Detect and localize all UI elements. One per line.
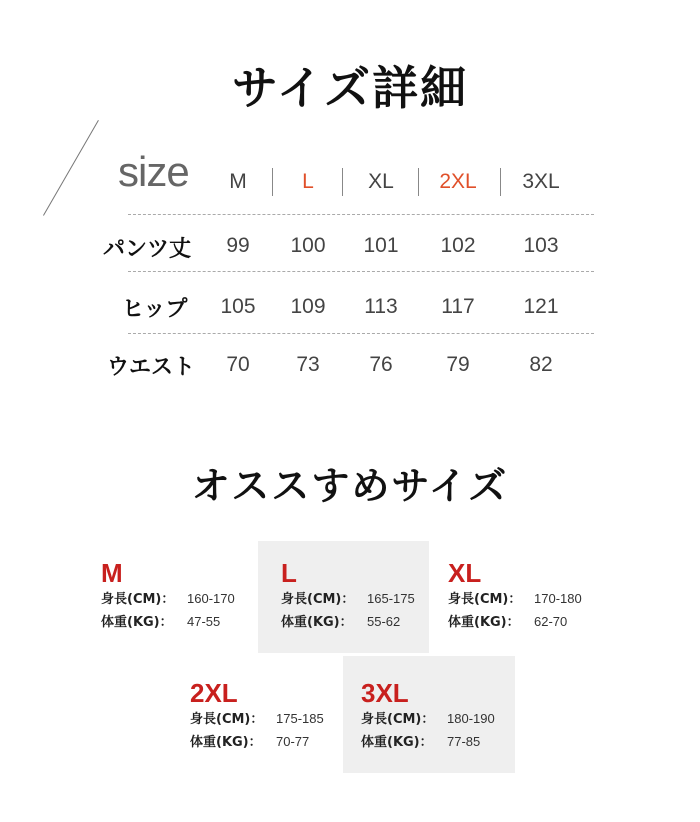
table-cell: 121 — [523, 295, 559, 318]
table-cell: 73 — [296, 353, 320, 376]
table-cell: 117 — [441, 295, 475, 318]
height-label: 身長(CM)： — [448, 592, 522, 607]
height-value: 170-180 — [534, 591, 582, 606]
table-cell: 76 — [369, 353, 393, 376]
size-card-2xl — [190, 678, 360, 754]
weight-value: 77-85 — [447, 734, 481, 749]
height-value: 160-170 — [187, 591, 235, 606]
weight-value: 62-70 — [534, 614, 568, 629]
size-header-m: M — [229, 170, 247, 193]
row-label-pants-length: パンツ丈 — [103, 237, 192, 262]
table-cell: 82 — [529, 353, 553, 376]
size-header-word: size — [118, 148, 189, 195]
column-separator — [500, 168, 501, 196]
size-header-3xl: 3XL — [522, 170, 560, 193]
size-card-3xl — [361, 678, 531, 754]
dashed-divider — [128, 333, 594, 334]
height-value: 175-185 — [276, 711, 324, 726]
table-cell: 105 — [220, 295, 256, 318]
recommend-title: オススすめサイズ — [191, 464, 509, 508]
card-size-label: XL — [448, 558, 482, 588]
height-label: 身長(CM)： — [361, 712, 435, 727]
weight-value: 47-55 — [187, 614, 221, 629]
table-cell: 100 — [290, 234, 326, 257]
table-cell: 101 — [363, 234, 399, 257]
weight-value: 70-77 — [276, 734, 310, 749]
table-cell: 109 — [290, 295, 326, 318]
size-header-xl: XL — [368, 170, 394, 193]
dashed-divider — [128, 271, 594, 272]
size-header-2xl: 2XL — [439, 170, 477, 193]
weight-label: 体重(KG)： — [281, 615, 353, 630]
height-label: 身長(CM)： — [190, 712, 264, 727]
decorative-slash — [43, 120, 99, 216]
table-cell: 70 — [226, 353, 250, 376]
weight-label: 体重(KG)： — [448, 615, 520, 630]
card-size-label: 3XL — [361, 678, 409, 708]
size-header-l: L — [302, 170, 314, 193]
row-label-hip: ヒップ — [122, 297, 188, 322]
weight-label: 体重(KG)： — [190, 735, 262, 750]
size-card-l — [281, 558, 451, 634]
weight-value: 55-62 — [367, 614, 401, 629]
table-cell: 99 — [226, 234, 250, 257]
height-value: 165-175 — [367, 591, 415, 606]
size-card-xl — [448, 558, 618, 634]
column-separator — [342, 168, 343, 196]
table-cell: 102 — [440, 234, 476, 257]
weight-label: 体重(KG)： — [101, 615, 173, 630]
card-size-label: 2XL — [190, 678, 238, 708]
card-size-label: M — [101, 558, 123, 588]
weight-label: 体重(KG)： — [361, 735, 433, 750]
height-label: 身長(CM)： — [101, 592, 175, 607]
dashed-divider — [128, 214, 594, 215]
card-size-label: L — [281, 558, 297, 588]
height-value: 180-190 — [447, 711, 495, 726]
table-cell: 113 — [364, 295, 398, 318]
row-label-waist: ウエスト — [107, 355, 196, 380]
page-title: サイズ詳細 — [231, 61, 469, 115]
height-label: 身長(CM)： — [281, 592, 355, 607]
size-card-m — [101, 558, 271, 634]
table-cell: 79 — [446, 353, 470, 376]
column-separator — [418, 168, 419, 196]
table-cell: 103 — [523, 234, 559, 257]
column-separator — [272, 168, 273, 196]
